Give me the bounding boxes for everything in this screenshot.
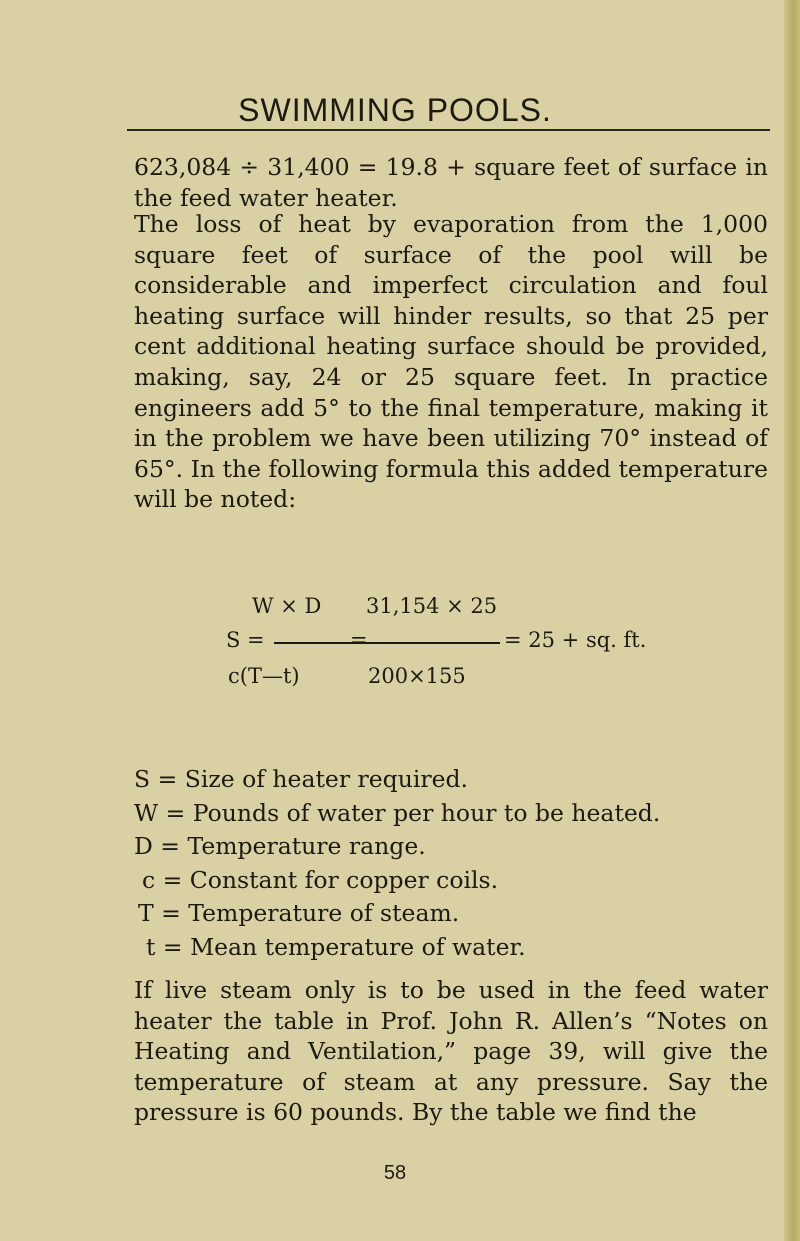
heater-size-formula: [176, 594, 736, 704]
definition-t-upper: T = Temperature of steam.: [138, 899, 460, 927]
formula-numerator-1: W × D: [252, 594, 322, 618]
definition-w: W = Pounds of water per hour to be heated.: [134, 798, 661, 827]
page-number: 58: [383, 1162, 407, 1184]
paragraph-1: [134, 152, 768, 213]
formula-result: = 25 + sq. ft.: [504, 628, 647, 652]
formula-lhs: S =: [226, 628, 265, 652]
formula-numerator-2: 31,154 × 25: [366, 594, 498, 618]
page-edge: [784, 0, 800, 1241]
definition-t-lower: t = Mean temperature of water.: [146, 932, 526, 961]
header-rule: [127, 129, 770, 131]
formula-equals: =: [350, 628, 368, 652]
running-head: SWIMMING POOLS.: [238, 92, 552, 128]
formula-denominator-1: c(T—t): [228, 664, 300, 688]
paragraph-2-text: The loss of heat by evaporation from the 1,000 square feet of surface of the pool will be considerable and imperfect circulation and foul heating surface will hinder results, so that 25 per cent additional heating surface should be provided, making, say, 24 or 25 square feet. In practice engineers add 5° to the final temperature, making it in the problem we have been utilizing 70° instead of 65°. In the following formula this added temperature will be noted:: [134, 210, 768, 514]
paragraph-3-text: If live steam only is to be used in the feed water heater the table in Prof. John R. Allen’s “Notes on Heating and Ventilation,” page 39, will give the temperature of steam at any pressure. Say the pressure is 60 pounds. By the table we find the: [134, 976, 768, 1127]
paragraph-2: [134, 209, 768, 515]
definition-d: D = Temperature range.: [134, 832, 426, 860]
fraction-bar-2: [370, 642, 500, 644]
paragraph-1-text: 623,084 ÷ 31,400 = 19.8 + square feet of surface in the feed water heater.: [134, 153, 768, 212]
definition-c: c = Constant for copper coils.: [142, 865, 499, 894]
paragraph-3: [134, 975, 768, 1128]
variable-definitions: [134, 763, 660, 964]
definition-s: S = Size of heater required.: [134, 765, 469, 793]
formula-denominator-2: 200×155: [368, 664, 466, 688]
